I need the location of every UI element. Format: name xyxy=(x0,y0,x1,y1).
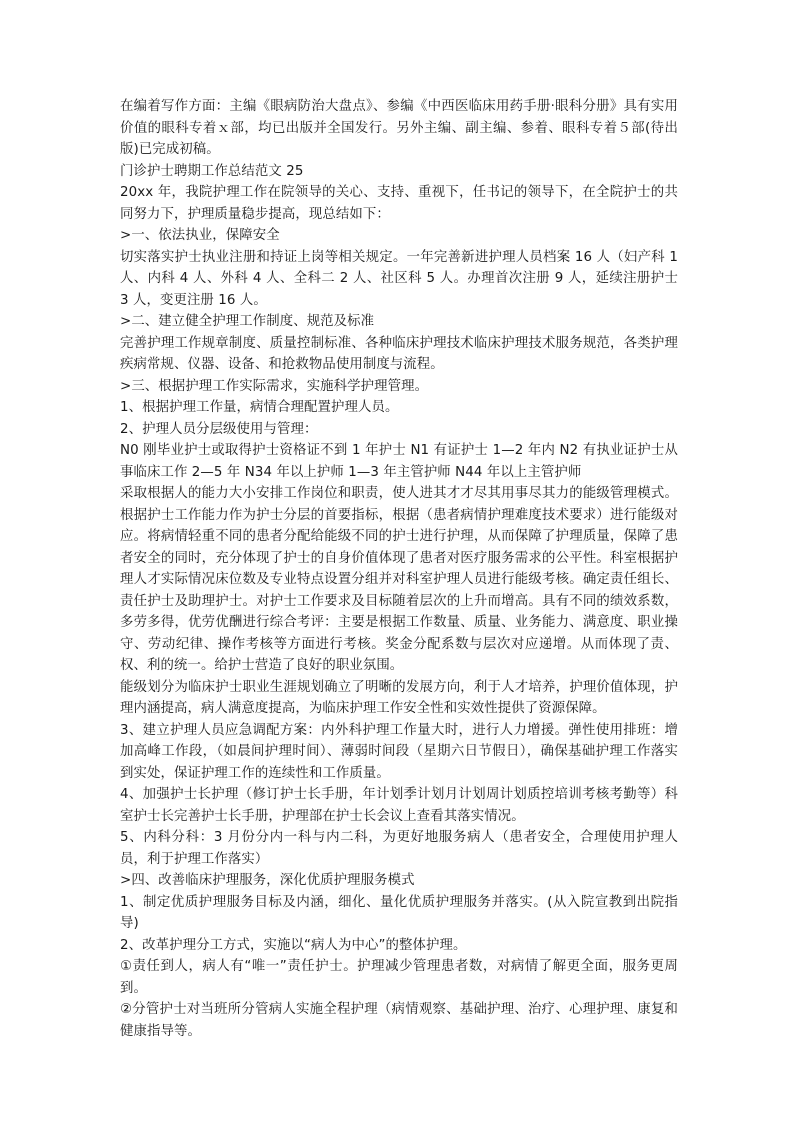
paragraph-intro: 20xx 年，我院护理工作在院领导的关心、支持、重视下，任书记的领导下，在全院护士的共同努力下，护理质量稳步提高，现总结如下： xyxy=(120,185,678,222)
section-title: 门诊护士聘期工作总结范文 25 xyxy=(120,163,304,179)
heading-2: >二、建立健全护理工作制度、规范及标准 xyxy=(120,314,375,329)
list-item-4: 4、加强护士长护理（修订护士长手册，年计划季计划月计划周计划质控培训考核考勤等）科室护士长完善护士长手册，护理部在护士长会议上查看其落实情况。 xyxy=(120,787,678,824)
heading-3: >三、根据护理工作实际需求，实施科学护理管理。 xyxy=(120,378,429,394)
heading-1: >一、依法执业，保障安全 xyxy=(120,228,280,243)
list-item-2: 2、护理人员分层级使用与管理： xyxy=(120,421,318,437)
list-item-3: 3、建立护理人员应急调配方案：内外科护理工作量大时，进行人力增援。弹性使用排班：增加高峰工作段，（如晨间护理时间）、薄弱时间段（星期六日节假日），确保基础护理工作落实到实处，保证护理工作的连续性和工作质量。 xyxy=(120,722,678,781)
heading-4: >四、改善临床护理服务，深化优质护理服务模式 xyxy=(120,873,415,888)
paragraph-level-management: 采取根据人的能力大小安排工作岗位和职责，使人进其才才尽其用事尽其力的能级管理模式。根据护士工作能力作为护士分层的首要指标，根据（患者病情护理难度技术要求）进行能级对应。将病情轻重不同的患者分配给能级不同的护士进行护理，从而保障了护理质量，保障了患者安全的同时，充分体现了护士的自身价值体现了患者对医疗服务需求的公平性。科室根据护理人才实际情况床位数及专业特点设置分组并对科室护理人员进行能级考核。确定责任组长、责任护士及助理护士。对护士工作要求及目标随着层次的上升而增高。具有不同的绩效系数，多劳多得，优劳优酬进行综合考评：主要是根据工作数量、质量、业务能力、满意度、职业操守、劳动纪律、操作考核等方面进行考核。奖金分配系数与层次对应递增。从而体现了责、权、利的统一。给护士营造了良好的职业氛围。 xyxy=(120,486,678,673)
paragraph-regulations: 完善护理工作规章制度、质量控制标准、各种临床护理技术临床护理技术服务规范，各类护理疾病常规、仪器、设备、和抢救物品使用制度与流程。 xyxy=(120,335,678,372)
sub-item-2: ②分管护士对当班所分管病人实施全程护理（病情观察、基础护理、治疗、心理护理、康复和健康指导等。 xyxy=(120,1002,678,1039)
paragraph-levels: N0 刚毕业护士或取得护士资格证不到 1 年护士 N1 有证护士 1—2 年内 N2 有执业证护士从事临床工作 2—5 年 N34 年以上护师 1—3 年主管护师 N44 年以上主管护师 xyxy=(120,443,678,480)
sub-item-1: ①责任到人，病人有“唯一”责任护士。护理减少管理患者数，对病情了解更全面，服务更周到。 xyxy=(120,959,678,996)
list-item-4-1: 1、制定优质护理服务目标及内涵，细化、量化优质护理服务并落实。(从入院宣教到出院指导) xyxy=(120,894,678,931)
document-body xyxy=(120,96,678,1042)
paragraph-writing-achievements: 在编着写作方面：主编《眼病防治大盘点》、参编《中西医临床用药手册·眼科分册》具有实用价值的眼科专着ｘ部，均已出版并全国发行。另外主编、副主编、参着、眼科专着５部(待出版)已完成初稿。 xyxy=(120,99,678,157)
paragraph-career-planning: 能级划分为临床护士职业生涯规划确立了明晰的发展方向，利于人才培养，护理价值体现，护理内涵提高，病人满意度提高，为临床护理工作安全性和实效性提供了资源保障。 xyxy=(120,679,678,716)
list-item-4-2: 2、改革护理分工方式，实施以“病人为中心”的整体护理。 xyxy=(120,937,467,953)
list-item-5: 5、内科分科：3 月份分内一科与内二科，为更好地服务病人（患者安全，合理使用护理人员，利于护理工作落实） xyxy=(120,830,678,867)
paragraph-registration: 切实落实护士执业注册和持证上岗等相关规定。一年完善新进护理人员档案 16 人（妇产科 1 人、内科 4 人、外科 4 人、全科二 2 人、社区科 5 人。办理首次注册 9 人，延续注册护士 3 人，变更注册 16 人。 xyxy=(120,249,678,308)
list-item-1: 1、根据护理工作量，病情合理配置护理人员。 xyxy=(120,400,399,415)
